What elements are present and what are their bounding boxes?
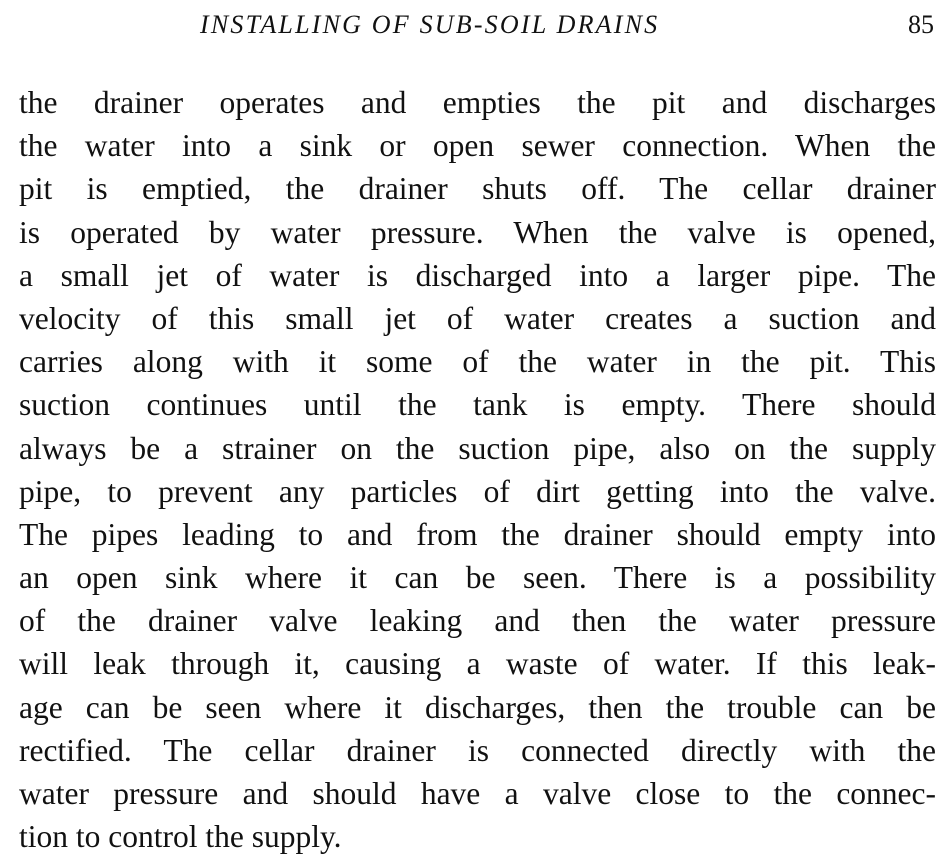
text-line: rectified. The cellar drainer is connected directly with the	[19, 732, 936, 768]
text-line: of the drainer valve leaking and then the water pressure	[19, 603, 936, 639]
text-line: the water into a sink or open sewer connection. When the	[19, 128, 936, 164]
text-line: will leak through it, causing a waste of water. If this leak-	[19, 646, 936, 682]
text-line: an open sink where it can be seen. There is a possibility	[19, 560, 936, 596]
text-line: carries along with it some of the water in the pit. This	[19, 344, 936, 380]
body-paragraph	[19, 81, 936, 858]
text-line: suction continues until the tank is empty. There should	[19, 387, 936, 423]
text-line: The pipes leading to and from the drainer should empty into	[19, 516, 936, 552]
text-line: water pressure and should have a valve close to the connec-	[19, 776, 936, 811]
text-line: always be a strainer on the suction pipe, also on the supply	[19, 430, 936, 466]
running-head	[0, 6, 950, 50]
running-title: INSTALLING OF SUB-SOIL DRAINS	[200, 10, 660, 39]
text-line: pit is emptied, the drainer shuts off. The cellar drainer	[19, 171, 936, 207]
text-line: the drainer operates and empties the pit and discharges	[19, 85, 936, 120]
text-line: age can be seen where it discharges, then the trouble can be	[19, 689, 936, 725]
text-line: is operated by water pressure. When the valve is opened,	[19, 214, 936, 250]
page-number: 85	[908, 10, 934, 39]
text-line: velocity of this small jet of water creates a suction and	[19, 300, 936, 336]
text-line: a small jet of water is discharged into a larger pipe. The	[19, 257, 936, 293]
text-line: pipe, to prevent any particles of dirt getting into the valve.	[19, 473, 936, 509]
text-line: tion to control the supply.	[19, 819, 342, 855]
